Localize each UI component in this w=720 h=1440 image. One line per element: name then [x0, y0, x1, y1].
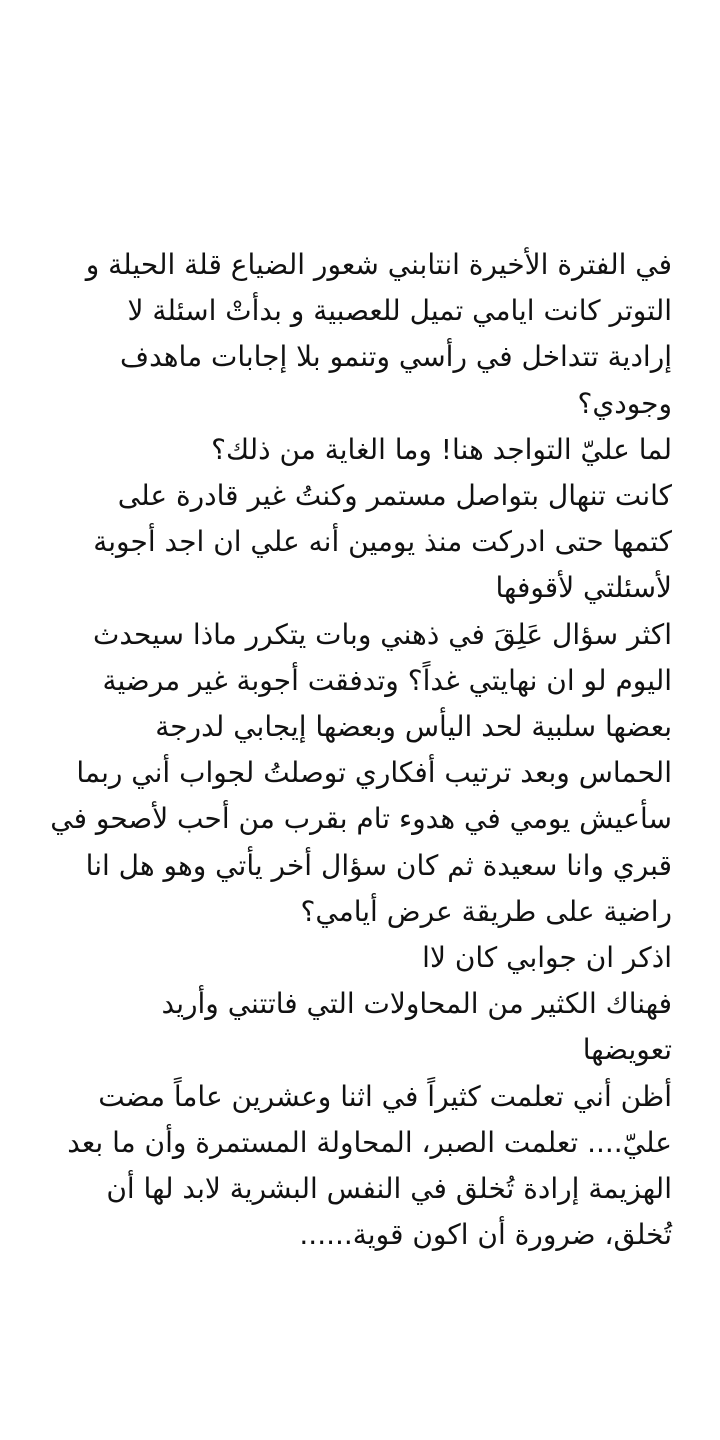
note-line: تعويضها — [582, 1033, 672, 1067]
note-line: لما عليّ التواجد هنا! وما الغاية من ذلك؟ — [211, 432, 672, 466]
note-line: أظن أني تعلمت كثيراً في اثنا وعشرين عاماً مضت — [98, 1079, 672, 1113]
note-line: التوتر كانت ايامي تميل للعصبية و بدأتْ اسئلة لا — [127, 294, 672, 328]
note-line: الحماس وبعد ترتيب أفكاري توصلتُ لجواب أني ربما — [76, 756, 672, 790]
note-body — [40, 242, 672, 1258]
note-line: في الفترة الأخيرة انتابني شعور الضياع قلة الحيلة و — [85, 248, 672, 281]
note-line: راضية على طريقة عرض أيامي؟ — [300, 894, 672, 928]
note-line: وجودي؟ — [577, 386, 672, 420]
note-line: إرادية تتداخل في رأسي وتنمو بلا إجابات ماهدف — [120, 340, 672, 374]
note-line: الهزيمة إرادة تُخلق في النفس البشرية لابد لها أن — [106, 1172, 672, 1206]
note-line: قبري وانا سعيدة ثم كان سؤال أخر يأتي وهو هل انا — [85, 848, 672, 882]
note-line: اذكر ان جوابي كان لاا — [422, 941, 672, 975]
note-line: كانت تنهال بتواصل مستمر وكنتُ غير قادرة على — [117, 479, 672, 513]
note-line: تُخلق، ضرورة أن اكون قوية...... — [299, 1218, 672, 1252]
note-line: فهناك الكثير من المحاولات التي فاتتني وأريد — [161, 987, 672, 1021]
note-line: اليوم لو ان نهايتي غداً؟ وتدفقت أجوبة غير مرضية — [102, 663, 672, 697]
note-line: سأعيش يومي في هدوء تام بقرب من أحب لأصحو في — [50, 802, 672, 836]
note-line: لأسئلتي لأقوفها — [495, 571, 672, 605]
note-line: كتمها حتى ادركت منذ يومين أنه علي ان اجد أجوبة — [93, 525, 672, 559]
note-line: بعضها سلبية لحد اليأس وبعضها إيجابي لدرجة — [155, 710, 672, 744]
note-line: عليّ.... تعلمت الصبر، المحاولة المستمرة وأن ما بعد — [67, 1125, 672, 1159]
note-line: اكثر سؤال عَلِقَ في ذهني وبات يتكرر ماذا سيحدث — [92, 617, 672, 651]
